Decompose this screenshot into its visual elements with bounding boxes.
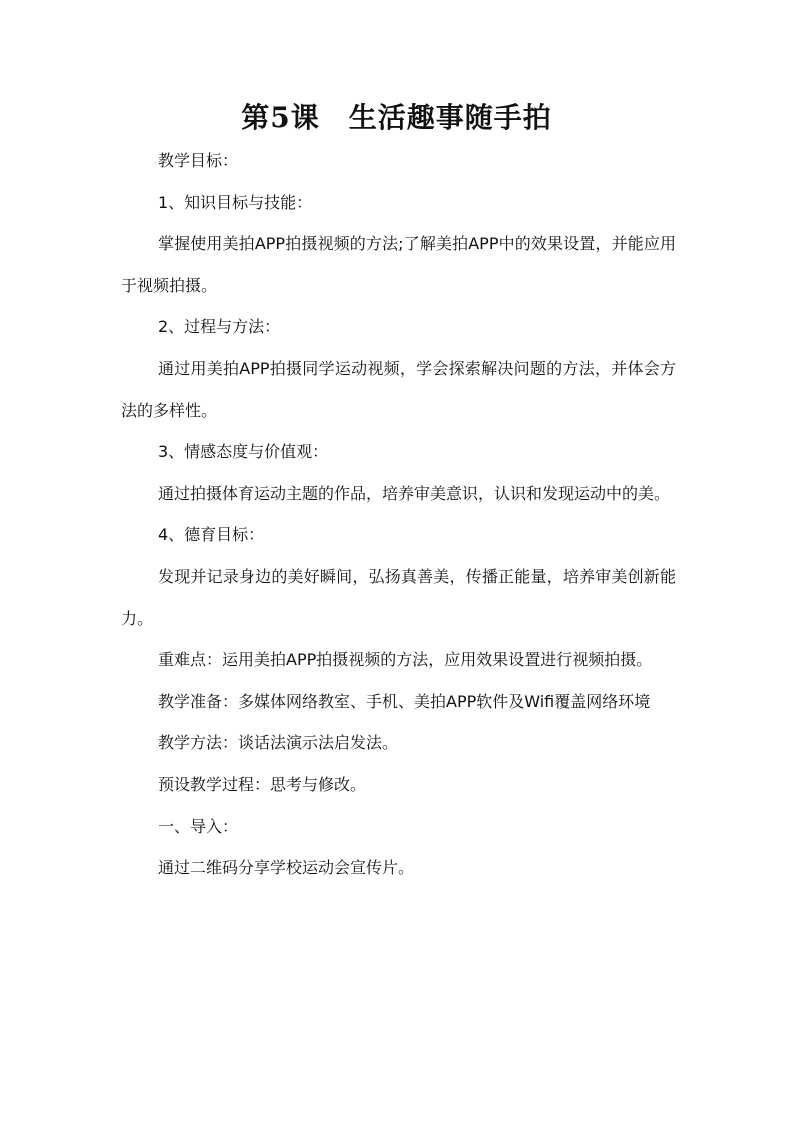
paragraph-introduction-heading: 一、导入： [158,816,239,836]
page-title: 第5课 生活趣事随手拍 [241,101,552,134]
paragraph-teaching-process: 预设教学过程：思考与修改。 [158,774,367,794]
paragraph-attitude-values-heading: 3、情感态度与价值观： [158,442,329,462]
paragraph-teaching-preparation: 教学准备：多媒体网络教室、手机、美拍APP软件及Wifi覆盖网络环境 [158,691,651,711]
paragraph-attitude-values: 通过拍摄体育运动主题的作品，培养审美意识，认识和发现运动中的美。 [158,483,671,503]
paragraph-moral-goal: 发现并记录身边的美好瞬间，弘扬真善美，传播正能量，培养审美创新能力。 [121,566,676,628]
paragraph-teaching-methods: 教学方法：谈话法演示法启发法。 [158,733,399,753]
paragraph-introduction: 通过二维码分享学校运动会宣传片。 [158,858,415,878]
paragraph-knowledge-goal-heading: 1、知识目标与技能： [158,192,313,212]
paragraph-teaching-goals: 教学目标： [158,151,239,170]
paragraph-process-method: 通过用美拍APP拍摄同学运动视频，学会探索解决问题的方法，并体会方法的多样性。 [121,358,676,420]
document-body [121,140,676,889]
paragraph-key-difficulties: 重难点：运用美拍APP拍摄视频的方法，应用效果设置进行视频拍摄。 [158,650,653,670]
paragraph-process-method-heading: 2、过程与方法： [158,317,281,337]
paragraph-moral-goal-heading: 4、德育目标： [158,525,265,545]
paragraph-knowledge-goal: 掌握使用美拍APP拍摄视频的方法;了解美拍APP中的效果设置，并能应用于视频拍摄。 [121,234,676,295]
